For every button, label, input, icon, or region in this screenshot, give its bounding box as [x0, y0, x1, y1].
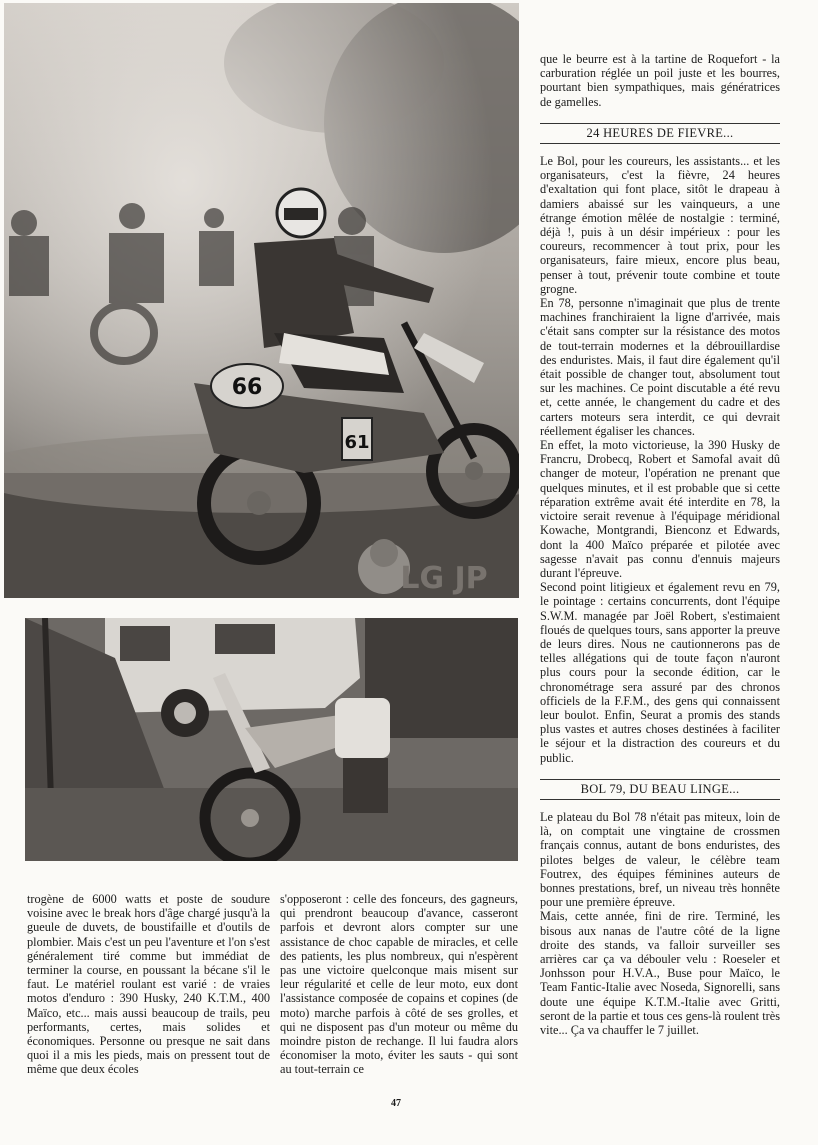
bottom-middle-column: [280, 892, 518, 1077]
right-column: [540, 52, 780, 1037]
paragraph: s'opposeront : celle des fonceurs, des gagneurs, qui prendront beaucoup d'avance, casseront parfois et devront alors compter sur une assistance de choc capable de miracles, et celle des patients, les plus nombreux, qui n'espèrent pas une victoire quelconque mais misent sur leur régularité et celle de leur moto, eux dont l'assistance composée de copains et copines (de moto) marche parfois à côté de ses grolles, et qui ne disposent pas d'un moteur ou même du moindre piston de rechange. Il lui faudra alors économiser la moto, éviter les sauts - qui sont au tout-terrain ce: [280, 892, 518, 1077]
paragraph: Mais, cette année, fini de rire. Terminé, les bisous aux nanas de l'autre côté de la ligne droite des stands, va falloir surveiller ses arrières car ça va débouler velu : Roeseler et Jonhsson pour H.V.A., Buse pour Maïco, le Team Fantic-Italie avec Noseda, Signorelli, sans doute une équipe K.T.M.-Italie avec Gritti, seront de la partie et tous ces gens-là roulent très vite... Ça va chauffer le 7 juillet.: [540, 909, 780, 1037]
paragraph: Le plateau du Bol 78 n'était pas miteux, loin de là, on comptait une vingtaine de crossmen français connus, autant de bons enduristes, des pilotes belges de valeur, le célèbre team Foutrex, des équipes féminines auteurs de bonnes prestations, bref, un niveau très honnête pour une première épreuve.: [540, 809, 780, 910]
number-plate-side: 61: [344, 432, 370, 453]
number-plate-rear: 66: [231, 375, 263, 400]
paragraph: Le Bol, pour les coureurs, les assistants... et les organisateurs, c'est la fièvre, 24 heures d'exaltation qui font place, sitôt le drapeau à damiers abaissé sur les vainqueurs, a une étrange émotion mêlée de nostalgie : terminé, déjà !, puis à un désir impérieux : pour les coureurs, recommencer à tout prix, pour les organisateurs, faire mieux, encore plus beau, penser à tout, prévenir toute combine et toute grogne.: [540, 154, 780, 296]
paragraph: trogène de 6000 watts et poste de soudure voisine avec le break hors d'âge chargé jusqu'à la gueule de duvets, de boustifaille et d'outils de plombier. Mais c'est un peu l'aventure et l'on s'est généralement tiré comme but immédiat de terminer la course, en poussant la bécane s'il le faut. Le matériel roulant est varié : de vraies motos d'enduro : 390 Husky, 240 K.T.M., 400 Maïco, etc... mais aussi beaucoup de trails, peu performants, certes, mais solides et économiques. Personne ou presque ne sait dans quoi il a mis les pieds, mais on pressent tout de même que deux écoles: [27, 892, 270, 1077]
paragraph: Second point litigieux et également revu en 79, le pointage : certains concurrents, dont l'équipe S.W.M. managée par Joël Robert, s'estimaient floués de quelques tours, sans apporter la preuve de leurs dires. Nous ne cautionnerons pas de telles allégations qui de toute façon n'auront plus cours pour la seconde édition, car le chronométrage sera assuré par des chronos officiels de la F.F.M., des gens qui connaissent leur boulot. Enfin, Seurat a promis des stands plus vastes et autres choses destinées à faciliter le séjour et la distraction des coureurs et du public.: [540, 580, 780, 765]
section-heading-fever: 24 HEURES DE FIEVRE...: [540, 123, 780, 144]
page-number: 47: [391, 1098, 401, 1109]
section-heading-bol79: BOL 79, DU BEAU LINGE...: [540, 779, 780, 800]
intro-paragraph: que le beurre est à la tartine de Roquefort - la carburation réglée un poil juste et les bourres, pourtant bien sympathiques, mais génératrices de gamelles.: [540, 52, 780, 109]
paragraph: En effet, la moto victorieuse, la 390 Husky de Francru, Drobecq, Robert et Samofal avait dû changer de moteur, l'opération ne prenant que quelques minutes, et il est probable que si cette réparation extrême avait été interdite en 78, la victoire serait revenue à l'équipage méridional Kowache, Montgrandi, Bienconz et Edwards, dont la 400 Maïco préparée et pilotée avec sagesse n'avait pas connu d'ennuis majeurs durant l'épreuve.: [540, 438, 780, 580]
photo-parked-motorcycle: [25, 618, 518, 861]
svg-text:LG JP: LG JP: [400, 561, 488, 596]
paragraph: En 78, personne n'imaginait que plus de trente machines franchiraient la ligne d'arrivée, mais c'était sans compter sur la résistance des motos de tout-terrain modernes et la débrouillardise des enduristes. Mais, il faut dire également qu'il était possible de changer tout, absolument tout sur les machines. Ce point discutable a été revu et, cette année, le changement du cadre et des carters moteurs sera interdit, ce qui devrait réellement égaliser les chances.: [540, 296, 780, 438]
photo-motocross-race: [4, 3, 519, 598]
bottom-left-column: [27, 892, 270, 1077]
